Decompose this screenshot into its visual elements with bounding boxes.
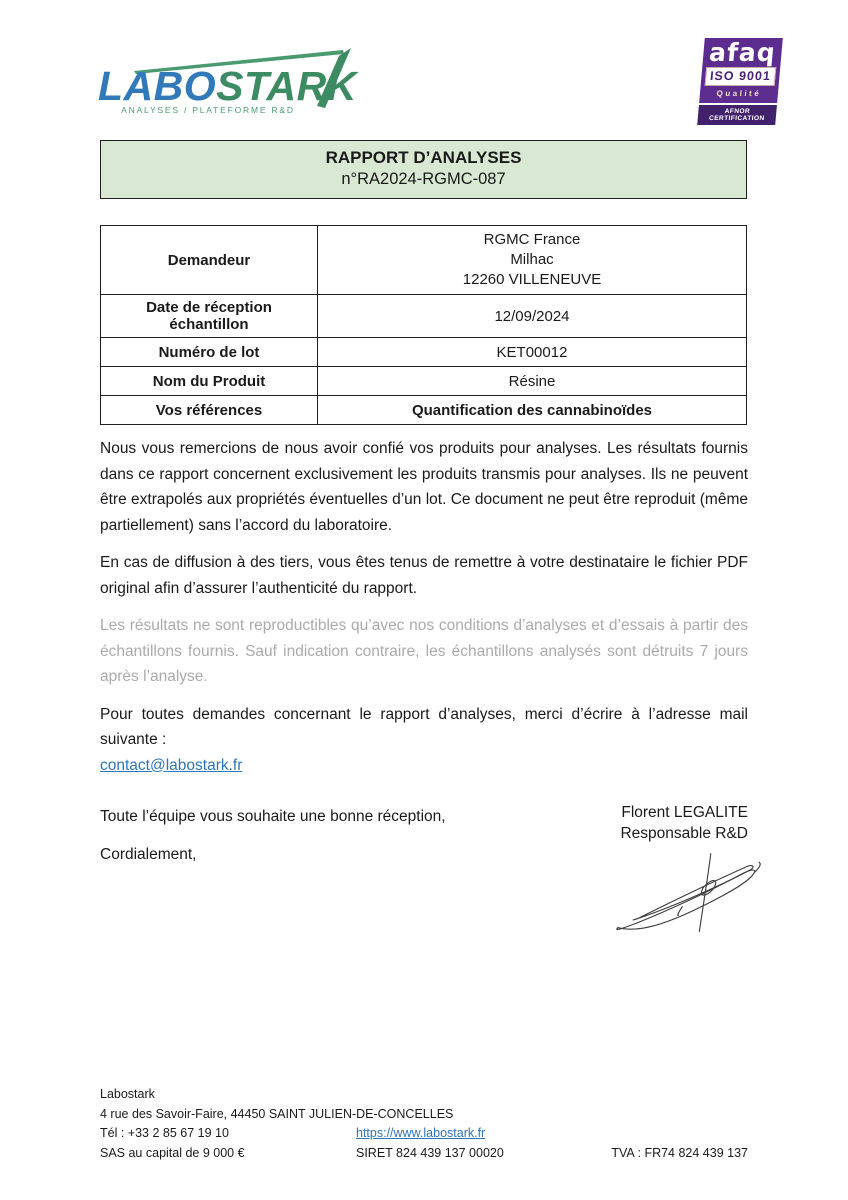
sample-info-table [100, 225, 747, 425]
afnor-certification-label: AFNOR CERTIFICATION [697, 105, 777, 125]
footer-website-link[interactable]: https://www.labostark.fr [356, 1126, 486, 1140]
report-title: RAPPORT D’ANALYSES [325, 148, 522, 167]
afaq-quality-label: Qualité [716, 89, 762, 98]
logo-text-labo: LABO [98, 63, 217, 109]
footer-capital: SAS au capital de 9 000 € [100, 1145, 245, 1160]
row-label: Nom du Produit [101, 367, 318, 396]
table-row-product-name [101, 367, 747, 396]
footer-phone: Tél : +33 2 85 67 19 10 [100, 1126, 229, 1140]
footer-row-contact [100, 1124, 748, 1144]
afaq-certification-badge [697, 38, 783, 125]
afaq-badge-body [699, 38, 783, 103]
handwritten-signature [612, 848, 764, 938]
signer-role: Responsable R&D [620, 825, 748, 842]
requester-name: RGMC France [483, 231, 581, 248]
footer [100, 1085, 748, 1163]
row-value: 12/09/2024 [318, 295, 747, 338]
paragraph-contact [100, 702, 748, 779]
logo-text-stark: STARK [216, 63, 357, 109]
paragraph-thanks: Nous vous remercions de nous avoir confié vos produits pour analyses. Les résultats fournis dans ce rapport concernent exclusivement les produits transmis pour analyses. Ils ne peuvent être extrapolés aux propriétés éventuelles d’un lot. Ce document ne peut être reproduit (même partiellement) sans l’accord du laboratoire. [100, 440, 748, 534]
row-label: Date de réception échantillon [101, 295, 318, 338]
table-row-demandeur [101, 226, 747, 295]
footer-row-legal [100, 1144, 748, 1164]
table-row-references [101, 396, 747, 425]
report-number: n°RA2024-RGMC-087 [341, 170, 506, 188]
iso-9001-label: ISO 9001 [705, 67, 777, 86]
footer-company: Labostark [100, 1087, 155, 1101]
labostark-logo-icon [96, 46, 362, 120]
row-value: Quantification des cannabinoïdes [318, 396, 747, 425]
contact-intro: Pour toutes demandes concernant le rapport d’analyses, merci d’écrire à l’adresse mail suivante : [100, 705, 748, 748]
signer-name: Florent LEGALITE [621, 804, 748, 821]
table-row-lot-number [101, 338, 747, 367]
footer-siret: SIRET 824 439 137 00020 [356, 1145, 504, 1160]
requester-city: Milhac [510, 251, 554, 268]
contact-email-link[interactable]: contact@labostark.fr [100, 756, 243, 774]
row-label: Numéro de lot [101, 338, 318, 367]
paragraph-closing: Toute l’équipe vous souhaite une bonne réception, [100, 808, 446, 825]
paragraph-conditions: Les résultats ne sont reproductibles qu’avec nos conditions d’analyses et d’essais à partir des échantillons fournis. Sauf indication contraire, les échantillons analysés sont détruits 7 jours après l’analyse. [100, 617, 748, 685]
footer-vat: TVA : FR74 824 439 137 [611, 1145, 748, 1160]
signer-block [620, 802, 748, 844]
footer-address: 4 rue des Savoir-Faire, 44450 SAINT JULIEN-DE-CONCELLES [100, 1106, 454, 1121]
logo-tagline: ANALYSES / PLATEFORME R&D [121, 105, 295, 115]
svg-text:LABOSTARK [98, 63, 360, 109]
table-row-reception-date [101, 295, 747, 338]
row-value: Résine [318, 367, 747, 396]
row-label: Demandeur [101, 226, 318, 295]
paragraph-diffusion: En cas de diffusion à des tiers, vous êtes tenus de remettre à votre destinataire le fichier PDF original afin d’assurer l’authenticité du rapport. [100, 554, 748, 597]
afaq-brand-label: afaq [708, 38, 778, 67]
requester-postal: 12260 VILLENEUVE [462, 271, 602, 288]
row-value [318, 226, 747, 295]
labostark-logo [96, 46, 362, 120]
row-label: Vos références [101, 396, 318, 425]
report-title-box [100, 140, 747, 199]
row-value: KET00012 [318, 338, 747, 367]
paragraph-signoff: Cordialement, [100, 845, 197, 863]
